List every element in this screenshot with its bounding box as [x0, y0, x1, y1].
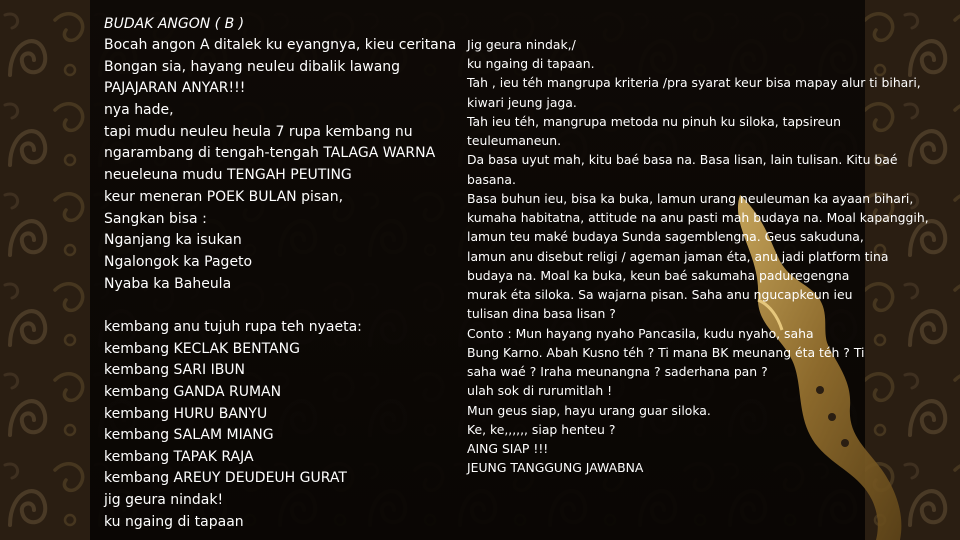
commentary-line: AING SIAP !!!: [467, 441, 549, 456]
commentary-line: ulah sok di rurumitlah !: [467, 383, 613, 399]
commentary-line: saha waé ? Iraha meunangna ? saderhana pan ?: [467, 364, 768, 379]
slide-title: BUDAK ANGON ( B ): [104, 16, 245, 32]
commentary-line: Tah ieu téh, mangrupa metoda nu pinuh ku siloka, tapsireun: [467, 113, 841, 129]
commentary-line: Tah , ieu téh mangrupa kriteria /pra syarat keur bisa mapay alur ti bihari,: [467, 75, 921, 91]
commentary-line: teuleumaneun.: [467, 133, 562, 148]
verse-line: ku ngaing di tapaan: [104, 513, 244, 530]
commentary-line: Mun geus siap, hayu urang guar siloka.: [467, 402, 711, 418]
verse-line: tapi mudu neuleu heula 7 rupa kembang nu: [104, 123, 413, 140]
commentary-line: tulisan dina basa lisan ?: [467, 306, 616, 322]
commentary-line: lamun anu disebut religi / ageman jaman éta, anu jadi platform tina: [467, 248, 889, 264]
verse-block-1: [104, 35, 474, 295]
verse-line: PAJAJARAN ANYAR!!!: [104, 80, 246, 97]
commentary-first-line: Jig geura nindak,/: [467, 37, 576, 52]
verse-line: kembang SARI IBUN: [104, 362, 246, 379]
verse-line: Bongan sia, hayang neuleu dibalik lawang: [104, 58, 401, 75]
verse-line: ngarambang di tengah-tengah TALAGA WARNA: [104, 145, 436, 162]
verse-line: nya hade,: [104, 102, 174, 119]
commentary-line: Basa buhun ieu, bisa ka buka, lamun urang neuleuman ka ayaan bihari,: [467, 190, 914, 206]
commentary-line: Ke, ke,,,,,, siap henteu ?: [467, 421, 616, 437]
commentary-line: ku ngaing di tapaan.: [467, 56, 595, 71]
verse-line: kembang KECLAK BENTANG: [104, 340, 300, 357]
verse-line: kembang GANDA RUMAN: [104, 384, 282, 401]
verse-block-2: [104, 317, 474, 533]
commentary-line: lamun teu maké budaya Sunda sagemblengna. Geus sakuduna,: [467, 229, 864, 245]
verse-line: neueleuna mudu TENGAH PEUTING: [104, 167, 352, 184]
verse-line: Bocah angon A ditalek ku eyangnya, kieu ceritana: [104, 37, 457, 53]
left-column: [104, 13, 474, 533]
commentary-line: kiwari jeung jaga.: [467, 94, 577, 110]
commentary-line: budaya na. Moal ka buka, keun baé sakumaha paduregengna: [467, 267, 850, 283]
verse-line: Sangkan bisa :: [104, 210, 207, 227]
verse-line: kembang TAPAK RAJA: [104, 448, 254, 465]
commentary-line: murak éta siloka. Sa wajarna pisan. Saha anu ngucapkeun ieu: [467, 287, 853, 302]
commentary-line: JEUNG TANGGUNG JAWABNA: [467, 460, 644, 476]
commentary-line: kumaha habitatna, attitude na anu pasti mah budaya na. Moal kapanggih,: [467, 210, 929, 225]
verse-line: Nyaba ka Baheula: [104, 275, 232, 292]
verse-line: kembang anu tujuh rupa teh nyaeta:: [104, 319, 362, 336]
verse-line: jig geura nindak!: [104, 492, 224, 508]
commentary-line: Bung Karno. Abah Kusno téh ? Ti mana BK meunang éta téh ? Ti: [467, 344, 865, 360]
verse-line: kembang SALAM MIANG: [104, 427, 274, 444]
verse-line: kembang AREUY DEUDEUH GURAT: [104, 470, 347, 487]
verse-line: kembang HURU BANYU: [104, 405, 268, 422]
verse-line: Nganjang ka isukan: [104, 232, 242, 249]
verse-line: Ngalongok ka Pageto: [104, 253, 253, 270]
commentary-line: Conto : Mun hayang nyaho Pancasila, kudu nyaho, saha: [467, 325, 814, 341]
right-column: [467, 36, 957, 478]
commentary-line: basana.: [467, 171, 516, 187]
verse-line: keur meneran POEK BULAN pisan,: [104, 188, 344, 205]
commentary-line: Da basa uyut mah, kitu baé basa na. Basa lisan, lain tulisan. Kitu baé: [467, 152, 898, 168]
